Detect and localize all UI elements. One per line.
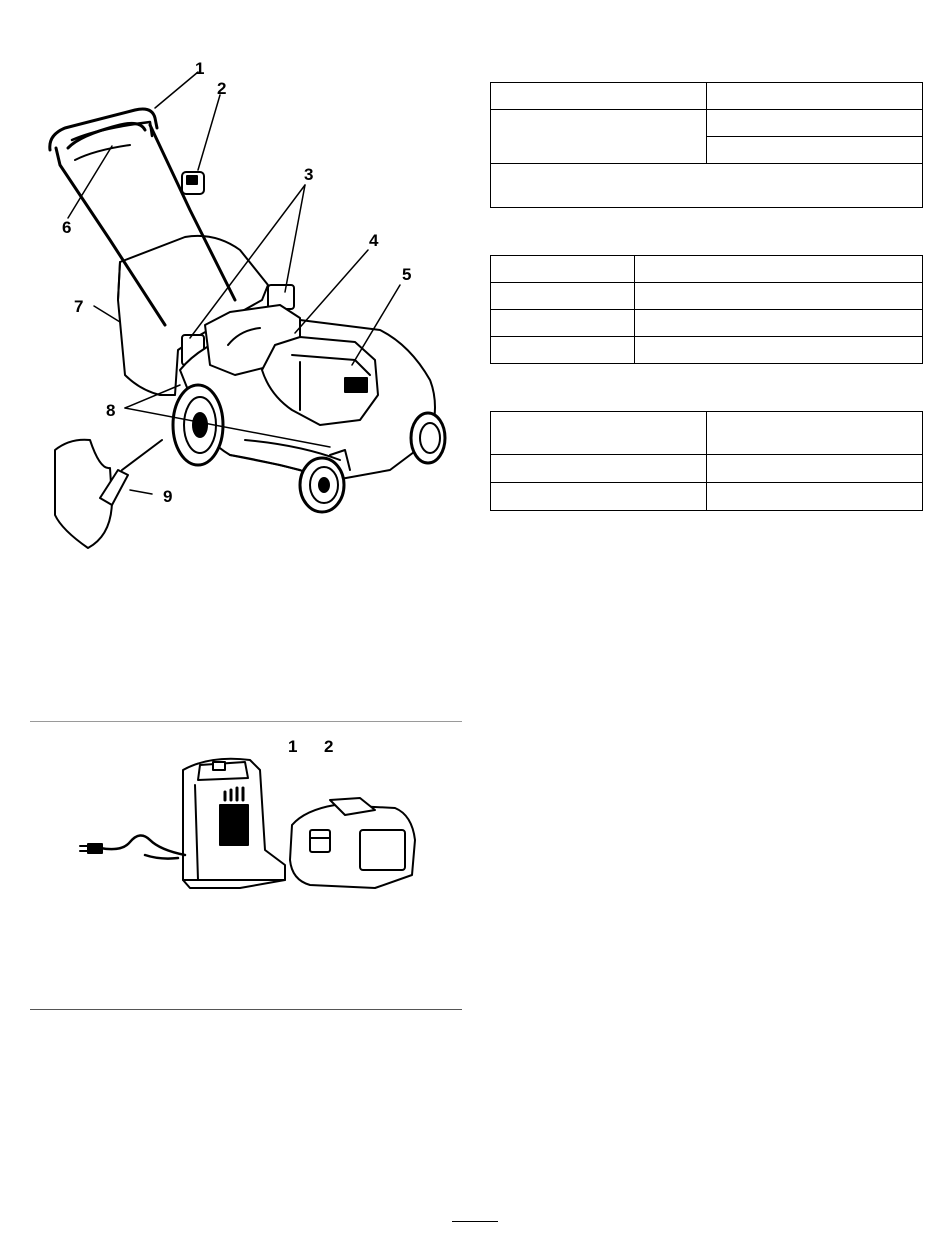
table-cell (491, 337, 635, 364)
page-number-rule (452, 1221, 498, 1222)
callout-7: 7 (74, 297, 84, 316)
table-cell (707, 483, 923, 511)
table-row (491, 412, 923, 455)
table-cell (635, 310, 923, 337)
table-cell (491, 110, 707, 164)
table-row (491, 337, 923, 364)
table-cell (491, 256, 635, 283)
spec-table-2 (490, 255, 923, 364)
table-cell (491, 483, 707, 511)
callout-6: 6 (62, 218, 72, 237)
table-cell (491, 310, 635, 337)
table-row (491, 483, 923, 511)
callout-8: 8 (106, 401, 116, 420)
callout-9: 9 (163, 487, 173, 506)
spec-table-1 (490, 82, 923, 208)
table-cell (635, 337, 923, 364)
table-row (491, 110, 923, 137)
spec-table-3 (490, 411, 923, 511)
mower-illustration (0, 0, 470, 560)
table-row (491, 283, 923, 310)
table-row (491, 83, 923, 110)
figure-top-rule (30, 721, 462, 722)
callout-5: 5 (402, 265, 412, 284)
figure-bottom-rule (30, 1009, 462, 1010)
callout-4: 4 (369, 231, 379, 250)
callout-2: 2 (324, 737, 334, 756)
table-cell (491, 412, 707, 455)
callout-1: 1 (195, 59, 205, 78)
table-cell (707, 455, 923, 483)
callout-2: 2 (217, 79, 227, 98)
callout-1: 1 (288, 737, 298, 756)
table-row (491, 164, 923, 208)
table-cell (635, 283, 923, 310)
table-cell (491, 83, 707, 110)
table-cell (491, 283, 635, 310)
charger-battery-illustration (60, 730, 440, 905)
table-row (491, 455, 923, 483)
table-row (491, 310, 923, 337)
table-cell (707, 412, 923, 455)
mower-figure (0, 0, 470, 560)
charger-figure (60, 730, 440, 905)
table-cell (491, 164, 923, 208)
table-row (491, 256, 923, 283)
callout-3: 3 (304, 165, 314, 184)
table-cell (707, 83, 923, 110)
table-cell (707, 110, 923, 137)
table-cell (491, 455, 707, 483)
table-cell (707, 137, 923, 164)
table-cell (635, 256, 923, 283)
